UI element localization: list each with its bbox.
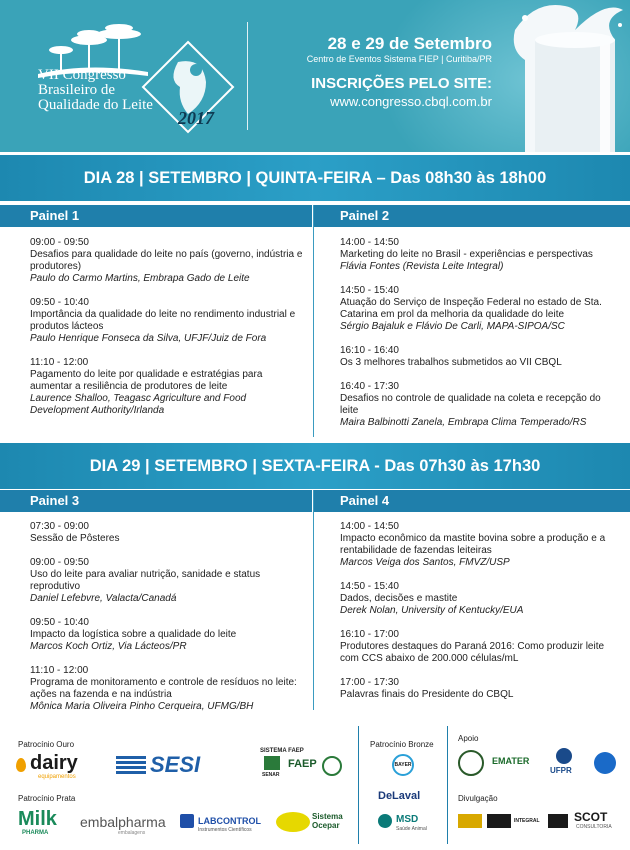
session-speaker: Marcos Koch Ortiz, Via Lácteos/PR [30, 641, 187, 652]
session-title: Pagamento do leite por qualidade e estratégias para aumentar a resiliência de produtores de leite [30, 369, 263, 392]
session-time: 14:50 - 15:40 [340, 285, 399, 296]
logo-line-2: Brasileiro de [38, 82, 116, 98]
list-item [340, 381, 620, 429]
scot-logo: SCOT [574, 810, 608, 824]
fiep-logo-icon [116, 756, 146, 776]
list-item [340, 285, 620, 333]
session-time: 14:00 - 14:50 [340, 521, 399, 532]
list-item [340, 677, 620, 701]
list-item [340, 521, 620, 569]
day1-banner: DIA 28 | SETEMBRO | QUINTA-FEIRA – Das 08h30 às 18h00 [0, 155, 630, 201]
session-title: Marketing do leite no Brasil - experiências e perspectivas [340, 249, 593, 260]
panel1-header: Painel 1 [0, 205, 312, 227]
ocepar-logo: Sistema Ocepar [312, 812, 343, 830]
milk-glass-image [505, 0, 630, 152]
gold-sponsor-label: Patrocínio Ouro [18, 740, 75, 749]
msd-icon [378, 814, 392, 828]
support-seal-icon [458, 750, 484, 776]
session-speaker: Maira Balbinotti Zanela, Embrapa Clima Temperado/RS [340, 417, 587, 428]
partner-seal-icon [594, 752, 616, 774]
dairy-sub: equipamentos [38, 774, 76, 780]
panel1-body [30, 237, 305, 429]
milk-pharma-sub: PHARMA [22, 830, 49, 836]
list-item [30, 557, 305, 605]
session-speaker: Daniel Lefebvre, Valacta/Canadá [30, 593, 177, 604]
header-info [262, 34, 492, 110]
scot-sub: CONSULTORIA [576, 824, 612, 830]
registration-heading: INSCRIÇÕES PELO SITE: [311, 75, 492, 92]
session-speaker: Sérgio Bajaluk e Flávio De Carli, MAPA-SIPOA/SC [340, 321, 565, 332]
session-title: Desafios para qualidade do leite no país (governo, indústria e produtores) [30, 249, 303, 272]
sponsors-section [0, 716, 630, 850]
dairy-logo: dairy [30, 752, 78, 774]
logo-line-3: Qualidade do Leite [38, 97, 153, 113]
sponsors-divider-1 [358, 726, 359, 844]
event-venue: Centro de Eventos Sistema FIEP | Curitiba/PR [306, 54, 492, 64]
senar-logo: SENAR [262, 772, 280, 778]
session-time: 09:50 - 10:40 [30, 617, 89, 628]
panel-divider-2 [313, 490, 314, 710]
session-time: 16:10 - 16:40 [340, 345, 399, 356]
logo-text [38, 68, 153, 113]
dairy-drop-icon [16, 758, 26, 772]
silver-sponsor-label: Patrocínio Prata [18, 794, 76, 803]
panel-divider-1 [313, 205, 314, 437]
faep-seal-icon [322, 756, 342, 776]
session-title: Programa de monitoramento e controle de resíduos no leite: ações na fazenda e na indústria [30, 677, 297, 700]
header-banner [0, 0, 630, 152]
panel2-body [340, 237, 620, 441]
sponsors-divider-2 [447, 726, 448, 844]
embalpharma-logo: embalpharma [80, 814, 166, 830]
session-title: Impacto econômico da mastite bovina sobre a produção e a rentabilidade de fazendas leiteiras [340, 533, 606, 556]
senar-icon [264, 756, 280, 770]
panel4-body [340, 521, 620, 713]
session-title: Atuação do Serviço de Inspeção Federal no estado de Sta. Catarina em prol da melhoria da qualidade do leite [340, 297, 602, 320]
session-time: 07:30 - 09:00 [30, 521, 89, 532]
session-speaker: Paulo Henrique Fonseca da Silva, UFJF/Juiz de Fora [30, 333, 267, 344]
session-time: 11:10 - 12:00 [30, 665, 89, 676]
session-time: 09:50 - 10:40 [30, 297, 89, 308]
ocepar-icon [276, 812, 310, 832]
list-item [30, 521, 305, 545]
ufpr-logo: UFPR [550, 766, 572, 775]
sesi-logo: SESI [150, 752, 201, 777]
support-label: Apoio [458, 734, 479, 743]
list-item [30, 617, 305, 653]
list-item [30, 357, 305, 417]
logo-year: 2017 [178, 108, 214, 128]
panel2-header: Painel 2 [314, 205, 630, 227]
session-speaker: Derek Nolan, University of Kentucky/EUA [340, 605, 524, 616]
panel3-body [30, 521, 305, 725]
session-speaker: Marcos Veiga dos Santos, FMVZ/USP [340, 557, 510, 568]
media-logo-1 [458, 814, 482, 828]
media-label: Divulgação [458, 794, 498, 803]
day2-banner: DIA 29 | SETEMBRO | SEXTA-FEIRA - Das 07h30 às 17h30 [0, 443, 630, 489]
session-time: 16:10 - 17:00 [340, 629, 399, 640]
bronze-sponsor-label: Patrocínio Bronze [370, 740, 434, 749]
list-item [340, 629, 620, 665]
media-logo-3 [548, 814, 568, 828]
event-date: 28 e 29 de Setembro [327, 34, 492, 53]
faep-system-label: SISTEMA FAEP [260, 748, 304, 754]
ufpr-icon [556, 748, 572, 764]
registration-link[interactable]: www.congresso.cbql.com.br [330, 94, 492, 109]
session-time: 16:40 - 17:30 [340, 381, 399, 392]
list-item [340, 345, 620, 369]
session-speaker: Flávia Fontes (Revista Leite Integral) [340, 261, 504, 272]
labcontrol-sub: Instrumentos Científicos [198, 827, 252, 833]
session-title: Importância da qualidade do leite no rendimento industrial e produtos lácteos [30, 309, 296, 332]
msd-sub: Saúde Animal [396, 826, 427, 832]
session-title: Desafios no controle de qualidade na coleta e recepção do leite [340, 393, 601, 416]
list-item [340, 581, 620, 617]
logo-line-1: VII Congresso [38, 67, 126, 83]
session-title: Dados, decisões e mastite [340, 593, 458, 604]
session-time: 14:00 - 14:50 [340, 237, 399, 248]
session-speaker: Paulo do Carmo Martins, Embrapa Gado de Leite [30, 273, 250, 284]
milk-pharma-logo: Milk [18, 808, 57, 830]
list-item [30, 297, 305, 345]
session-speaker: Laurence Shalloo, Teagasc Agriculture and Food Development Authority/Irlanda [30, 393, 247, 416]
session-title: Produtores destaques do Paraná 2016: Como produzir leite com CCS abaixo de 200.000 células/mL [340, 641, 605, 664]
session-time: 09:00 - 09:50 [30, 237, 89, 248]
session-title: Impacto da logística sobre a qualidade do leite [30, 629, 237, 640]
list-item [30, 237, 305, 285]
panel4-header: Painel 4 [314, 490, 630, 512]
delaval-logo: DeLaval [378, 790, 421, 802]
session-title: Sessão de Pôsteres [30, 533, 120, 544]
panel3-header: Painel 3 [0, 490, 312, 512]
session-time: 09:00 - 09:50 [30, 557, 89, 568]
media-logo-2 [487, 814, 511, 828]
list-item [340, 237, 620, 273]
list-item [30, 665, 305, 713]
labcontrol-logo: LABCONTROL [198, 816, 261, 826]
embalpharma-sub: embalagens [118, 830, 146, 836]
integral-logo: INTEGRAL [514, 818, 540, 824]
session-title: Os 3 melhores trabalhos submetidos ao VII CBQL [340, 357, 562, 368]
bayer-logo: BAYER [392, 754, 414, 776]
session-time: 17:00 - 17:30 [340, 677, 399, 688]
faep-logo: FAEP [288, 758, 317, 770]
msd-logo: MSD [396, 814, 419, 825]
session-time: 11:10 - 12:00 [30, 357, 89, 368]
session-title: Uso do leite para avaliar nutrição, sanidade e status reprodutivo [30, 569, 261, 592]
session-title: Palavras finais do Presidente do CBQL [340, 689, 514, 700]
session-speaker: Mônica Maria Oliveira Pinho Cerqueira, UFMG/BH [30, 701, 254, 712]
header-divider [247, 22, 248, 130]
labcontrol-icon [180, 814, 194, 828]
session-time: 14:50 - 15:40 [340, 581, 399, 592]
emater-logo: EMATER [492, 756, 530, 766]
